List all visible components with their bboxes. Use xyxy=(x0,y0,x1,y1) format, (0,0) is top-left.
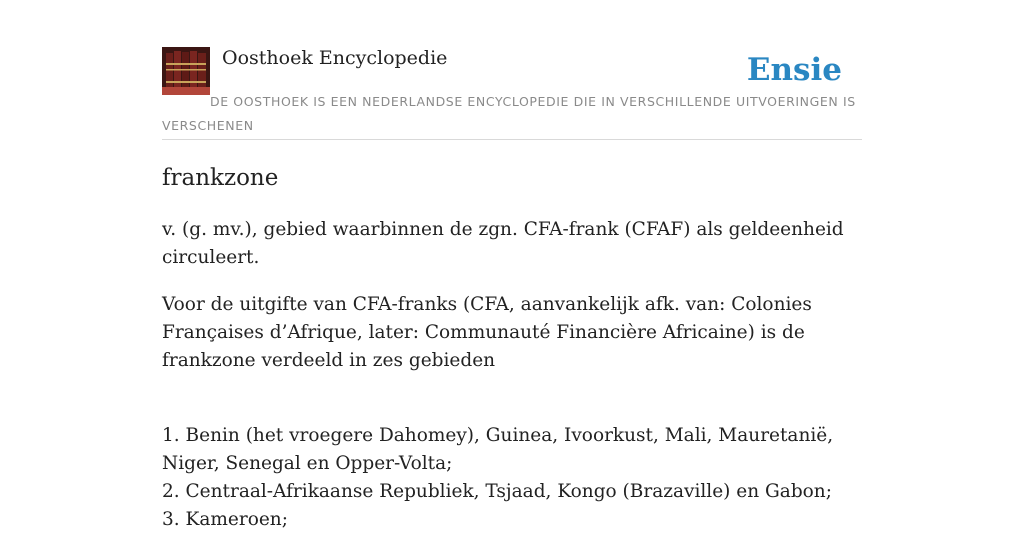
entry-region-list: 1. Benin (het vroegere Dahomey), Guinea, Ivoorkust, Mali, Mauretanië, Niger, Senegal en Opper-Volta; 2. Centraal-Afrikaanse Republiek, Tsjaad, Kongo (Brazaville) en Gabon; 3. Kameroen; xyxy=(162,425,834,530)
site-name[interactable]: Oosthoek Encyclopedie xyxy=(222,47,448,69)
books-spines-icon xyxy=(162,47,210,95)
site-tagline: DE OOSTHOEK IS EEN NEDERLANDSE ENCYCLOPEDIE DIE IN VERSCHILLENDE UITVOERINGEN IS VERSCHENEN xyxy=(162,94,856,133)
brand-logo[interactable]: Ensie xyxy=(746,52,842,88)
site-header xyxy=(162,46,862,140)
site-avatar[interactable] xyxy=(162,47,210,95)
entry-paragraph: Voor de uitgifte van CFA-franks (CFA, aanvankelijk afk. van: Colonies Françaises d’Afrique, later: Communauté Financière Africaine) is de frankzone verdeeld in zes gebieden xyxy=(162,294,812,371)
entry-content xyxy=(162,162,862,534)
entry-title: frankzone xyxy=(162,165,279,191)
entry-paragraph: v. (g. mv.), gebied waarbinnen de zgn. CFA-frank (CFAF) als geldeenheid circuleert. xyxy=(162,219,844,268)
